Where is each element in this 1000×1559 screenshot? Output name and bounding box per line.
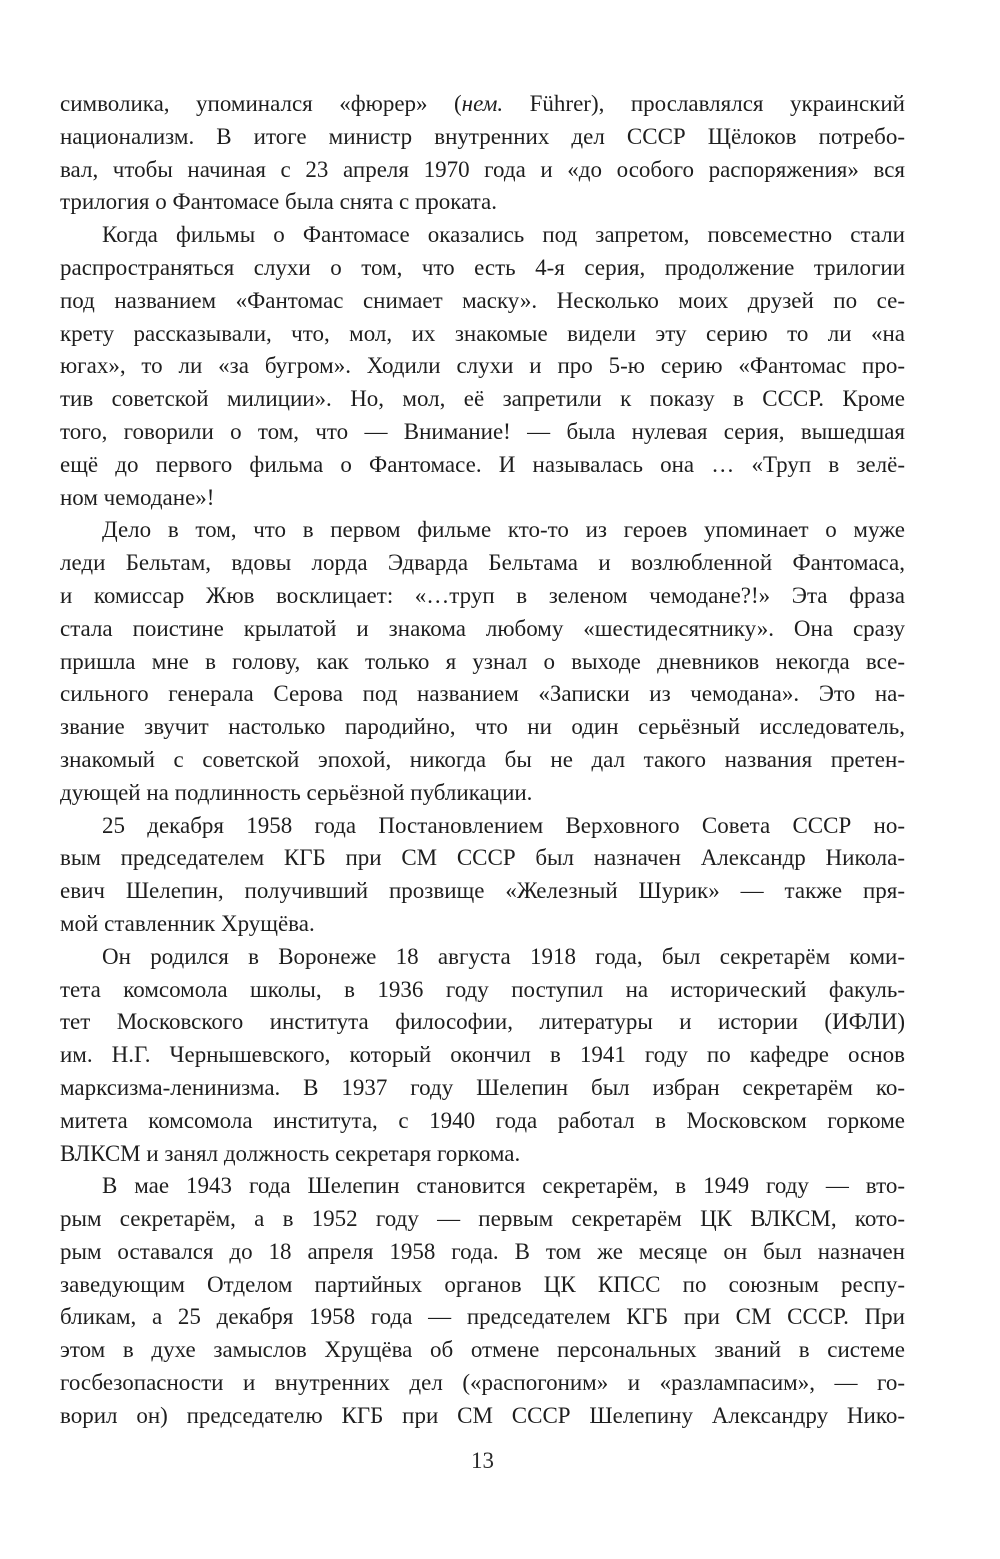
text-segment: пришла мне в голову, как только я узнал о выходе дневников некогда все- [60,648,905,674]
text-line [60,1138,905,1171]
text-line [60,711,905,744]
paragraph [60,88,905,219]
text-segment: сильного генерала Серова под названием «Записки из чемодана». Это на- [60,681,905,707]
text-line [60,1367,905,1400]
text-segment: рым секретарём, а в 1952 году — первым секретарём ЦК ВЛКСМ, кото- [60,1206,905,1232]
text-segment: крету рассказывали, что, мол, их знакомые видели эту серию то ли «на [60,320,905,346]
text-segment: стала поистине крылатой и знакома любому «шестидесятнику». Она сразу [60,615,905,641]
text-segment: Дело в том, что в первом фильме кто-то из героев упоминает о муже [102,517,905,543]
text-line [60,580,905,613]
text-line [60,154,905,187]
text-line [60,1006,905,1039]
text-line [60,1039,905,1072]
text-segment: В мае 1943 года Шелепин становится секретарём, в 1949 году — вто- [102,1173,905,1199]
text-line [60,1301,905,1334]
text-line [60,777,905,810]
text-segment: мой ставленник Хрущёва. [60,910,315,936]
text-segment: ворил он) председателю КГБ при СМ СССР Шелепину Александру Нико- [60,1402,905,1428]
text-line [60,1072,905,1105]
text-line [60,875,905,908]
text-line [60,1203,905,1236]
text-line [60,318,905,351]
text-segment: символика, упоминался «фюрер» ( [60,91,462,116]
text-segment: ном чемодане»! [60,484,215,510]
text-line [60,1236,905,1269]
text-segment: под названием «Фантомас снимает маску». Несколько моих друзей по се- [60,287,905,313]
text-line [60,482,905,515]
text-segment: Führer), прославлялся украинский [503,91,905,116]
text-segment: вым председателем КГБ при СМ СССР был назначен Александр Никола- [60,845,905,871]
text-line [60,1170,905,1203]
text-line [60,941,905,974]
text-line [60,646,905,679]
text-line [60,416,905,449]
text-line [60,285,905,318]
text-segment: ещё до первого фильма о Фантомасе. И называлась она … «Труп в зелё- [60,451,905,477]
italic-text: нем. [461,91,504,116]
text-line [60,678,905,711]
text-line [60,1334,905,1367]
paragraph [60,514,905,809]
text-segment: дующей на подлинность серьёзной публикации. [60,779,533,805]
text-segment: рым оставался до 18 апреля 1958 года. В том же месяце он был назначен [60,1238,905,1264]
paragraph [60,810,905,941]
text-line [60,842,905,875]
text-segment: этом в духе замыслов Хрущёва об отмене персональных званий в системе [60,1337,905,1363]
text-line [60,219,905,252]
paragraph [60,941,905,1171]
paragraph [60,219,905,514]
text-line [60,908,905,941]
text-segment: ВЛКСМ и занял должность секретаря горкома. [60,1140,521,1166]
text-segment: югах», то ли «за бугром». Ходили слухи и про 5-ю серию «Фантомас про- [60,353,905,379]
text-line [60,810,905,843]
text-segment: трилогия о Фантомасе была снята с проката. [60,189,497,215]
text-line [60,547,905,580]
text-line [60,514,905,547]
text-segment: звание звучит настолько пародийно, что ни один серьёзный исследователь, [60,714,905,740]
page-text [60,88,905,1433]
page-number: 13 [471,1448,494,1473]
text-segment: распространяться слухи о том, что есть 4-я серия, продолжение трилогии [60,254,905,280]
text-line [60,252,905,285]
text-segment: и комиссар Жюв восклицает: «…труп в зеленом чемодане?!» Эта фраза [60,582,905,608]
text-segment: знакомый с советской эпохой, никогда бы не дал такого названия претен- [60,746,905,772]
text-segment: того, говорили о том, что — Внимание! — была нулевая серия, вышедшая [60,418,905,444]
text-segment: 25 декабря 1958 года Постановлением Верховного Совета СССР но- [102,812,905,838]
text-line [60,383,905,416]
text-segment: госбезопасности и внутренних дел («распогоним» и «разлампасим», — го- [60,1370,905,1396]
text-line [60,186,905,219]
text-line [60,974,905,1007]
text-segment: бликам, а 25 декабря 1958 года — председателем КГБ при СМ СССР. При [60,1304,905,1330]
text-segment: марксизма-ленинизма. В 1937 году Шелепин был избран секретарём ко- [60,1074,905,1100]
text-line [60,744,905,777]
text-segment: митета комсомола института, с 1940 года работал в Московском горкоме [60,1107,905,1133]
text-line [60,449,905,482]
text-line [60,88,905,121]
text-line [60,1400,905,1433]
text-segment: тет Московского института философии, литературы и истории (ИФЛИ) [60,1009,905,1035]
text-line [60,1269,905,1302]
text-segment: леди Бельтам, вдовы лорда Эдварда Бельтама и возлюбленной Фантомаса, [60,550,905,576]
text-line [60,1105,905,1138]
text-segment: Он родился в Воронеже 18 августа 1918 года, был секретарём коми- [102,943,905,969]
text-segment: вал, чтобы начиная с 23 апреля 1970 года и «до особого распоряжения» вся [60,156,905,182]
text-segment: национализм. В итоге министр внутренних дел СССР Щёлоков потребо- [60,123,905,149]
text-line [60,350,905,383]
text-line [60,121,905,154]
text-segment: им. Н.Г. Чернышевского, который окончил в 1941 году по кафедре основ [60,1042,905,1068]
text-segment: Когда фильмы о Фантомасе оказались под запретом, повсеместно стали [102,222,905,248]
paragraph [60,1170,905,1432]
text-segment: тив советской милиции». Но, мол, её запретили к показу в СССР. Кроме [60,386,905,412]
text-line [60,613,905,646]
text-segment: заведующим Отделом партийных органов ЦК КПСС по союзным респу- [60,1271,905,1297]
text-segment: тета комсомола школы, в 1936 году поступил на исторический факуль- [60,976,905,1002]
text-segment: евич Шелепин, получивший прозвище «Железный Шурик» — также пря- [60,878,905,904]
